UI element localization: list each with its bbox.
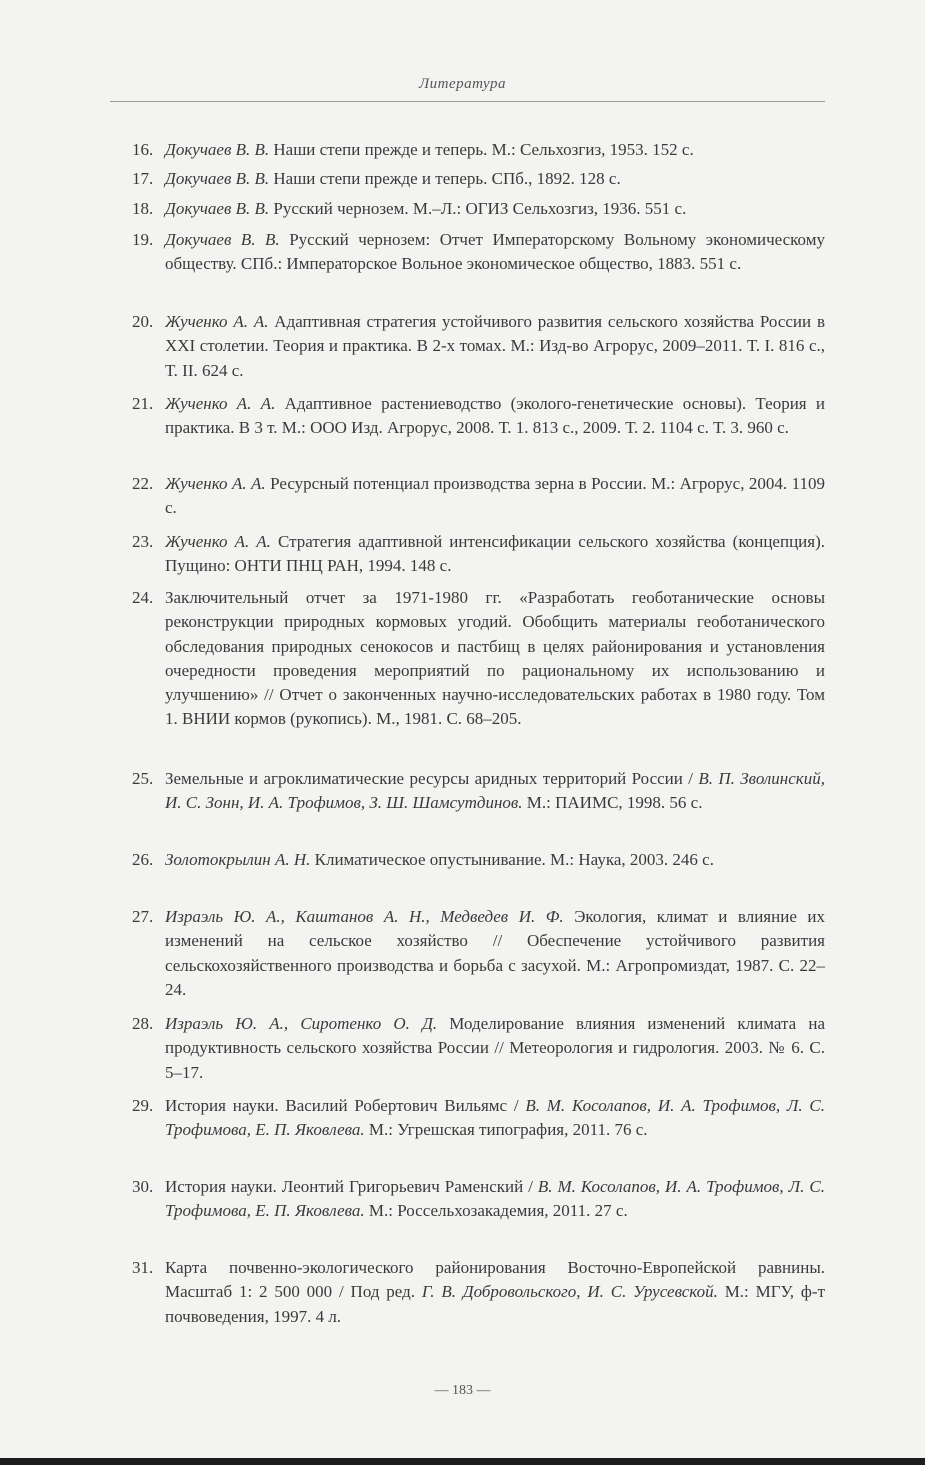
reference-text: Наши степи прежде и теперь. СПб., 1892. 128 с. bbox=[269, 169, 621, 188]
reference-author: Жученко А. А. bbox=[165, 474, 266, 493]
reference-author: Жученко А. А. bbox=[165, 312, 269, 331]
reference-text: Моделирование влияния изменений климата на продуктивность сельского хозяйства России // Метеорология и гидрология. 2003. № 6. С. 5–17. bbox=[165, 1014, 825, 1082]
reference-item bbox=[132, 848, 825, 872]
reference-text: Земельные и агроклиматические ресурсы аридных территорий России / bbox=[165, 769, 699, 788]
scan-edge bbox=[0, 1458, 925, 1465]
reference-item bbox=[132, 310, 825, 383]
reference-author: Докучаев В. В. bbox=[165, 230, 280, 249]
reference-author: Жученко А. А. bbox=[165, 532, 271, 551]
reference-item bbox=[132, 167, 825, 191]
reference-number: 16. bbox=[132, 140, 154, 159]
reference-text: Адаптивное растениеводство (эколого-генетические основы). Теория и практика. В 3 т. М.: ООО Изд. Агрорус, 2008. Т. 1. 813 с., 2009. Т. 2. 1104 с. Т. 3. 960 с. bbox=[165, 394, 825, 438]
reference-number: 26. bbox=[132, 850, 154, 869]
reference-number: 28. bbox=[132, 1014, 154, 1033]
reference-text: Климатическое опустынивание. М.: Наука, 2003. 246 с. bbox=[310, 850, 714, 869]
reference-item bbox=[132, 905, 825, 1002]
reference-author: В. М. Косолапов, И. А. Трофимов, Л. С. Трофимова, Е. П. Яковлева. bbox=[165, 1096, 825, 1140]
page-number: — 183 — bbox=[434, 1383, 491, 1398]
reference-text: Наши степи прежде и теперь. М.: Сельхозгиз, 1953. 152 с. bbox=[269, 140, 694, 159]
reference-text: М.: Россельхозакадемия, 2011. 27 с. bbox=[364, 1201, 628, 1221]
reference-author: Г. В. Добровольского, И. С. Урусевской. bbox=[421, 1282, 718, 1302]
reference-author: Жученко А. А. bbox=[165, 394, 276, 413]
reference-author: Израэль Ю. А., Сиротенко О. Д. bbox=[165, 1014, 438, 1033]
reference-number: 18. bbox=[132, 199, 154, 218]
reference-author: Докучаев В. В. bbox=[165, 199, 270, 218]
reference-item bbox=[132, 767, 825, 816]
reference-text: М.: ПАИМС, 1998. 56 с. bbox=[522, 793, 703, 813]
reference-text: Русский чернозем: Отчет Императорскому Вольному экономическому обществу. СПб.: Императорское Вольное экономическое общество, 1883. 551 с. bbox=[165, 230, 825, 274]
reference-item bbox=[132, 1094, 825, 1143]
reference-author: Докучаев В. В. bbox=[165, 140, 270, 159]
reference-number: 24. bbox=[132, 588, 154, 607]
reference-text: Русский чернозем. М.–Л.: ОГИЗ Сельхозгиз, 1936. 551 с. bbox=[269, 199, 687, 218]
running-header: Литература bbox=[418, 76, 507, 92]
reference-item bbox=[132, 392, 825, 441]
reference-number: 30. bbox=[132, 1177, 154, 1196]
reference-item bbox=[132, 530, 825, 579]
reference-item bbox=[132, 138, 825, 162]
reference-text: Адаптивная стратегия устойчивого развития сельского хозяйства России в XXI столетии. Теория и практика. В 2-х томах. М.: Изд-во Агрорус, 2009–2011. Т. I. 816 с., Т. II. 624 с. bbox=[165, 312, 825, 380]
reference-item bbox=[132, 1256, 825, 1329]
reference-text: Ресурсный потенциал производства зерна в России. М.: Агрорус, 2004. 1109 с. bbox=[165, 474, 825, 518]
reference-text: Стратегия адаптивной интенсификации сельского хозяйства (концепция). Пущино: ОНТИ ПНЦ РАН, 1994. 148 с. bbox=[165, 532, 825, 576]
reference-author: Израэль Ю. А., Каштанов А. Н., Медведев И. Ф. bbox=[165, 907, 564, 926]
reference-text: История науки. Василий Робертович Вильямс / bbox=[165, 1096, 526, 1115]
reference-text: М.: МГУ, ф-т почвоведения, 1997. 4 л. bbox=[165, 1282, 825, 1326]
reference-item bbox=[132, 1175, 825, 1224]
reference-text: Экология, климат и влияние их изменений на сельское хозяйство // Обеспечение устойчивого развития сельскохозяйственного производства и борьба с засухой. М.: Агропромиздат, 1987. С. 22–24. bbox=[165, 907, 825, 999]
reference-number: 20. bbox=[132, 312, 154, 331]
reference-number: 27. bbox=[132, 907, 154, 926]
reference-author: Золотокрылин А. Н. bbox=[165, 850, 311, 869]
reference-number: 22. bbox=[132, 474, 154, 493]
reference-number: 25. bbox=[132, 769, 154, 788]
reference-item bbox=[132, 197, 825, 221]
reference-number: 19. bbox=[132, 230, 154, 249]
reference-item bbox=[132, 1012, 825, 1085]
reference-text: Карта почвенно-экологического районирования Восточно-Европейской равнины. Масштаб 1: 2 500 000 / Под ред. bbox=[165, 1258, 825, 1302]
reference-author: В. П. Зволинский, И. С. Зонн, И. А. Трофимов, З. Ш. Шамсутдинов. bbox=[165, 769, 825, 813]
reference-number: 31. bbox=[132, 1258, 154, 1277]
reference-text: Заключительный отчет за 1971-1980 гг. «Разработать геоботанические основы реконструкции природных кормовых угодий. Обобщить материалы геоботанического обследования природных сенокосов и пастбищ в целях районирования и установления очередности проведения мероприятий по рациональному их использованию и улучшению» // Отчет о законченных научно-исследовательских работах в 1980 году. Том 1. ВНИИ кормов (рукопись). М., 1981. С. 68–205. bbox=[165, 588, 825, 729]
reference-number: 21. bbox=[132, 394, 154, 413]
reference-number: 23. bbox=[132, 532, 154, 551]
reference-text: М.: Угрешская типография, 2011. 76 с. bbox=[364, 1120, 648, 1140]
reference-text: История науки. Леонтий Григорьевич Раменский / bbox=[165, 1177, 538, 1196]
reference-number: 29. bbox=[132, 1096, 154, 1115]
reference-author: В. М. Косолапов, И. А. Трофимов, Л. С. Трофимова, Е. П. Яковлева. bbox=[165, 1177, 825, 1221]
reference-author: Докучаев В. В. bbox=[165, 169, 270, 188]
reference-number: 17. bbox=[132, 169, 154, 188]
